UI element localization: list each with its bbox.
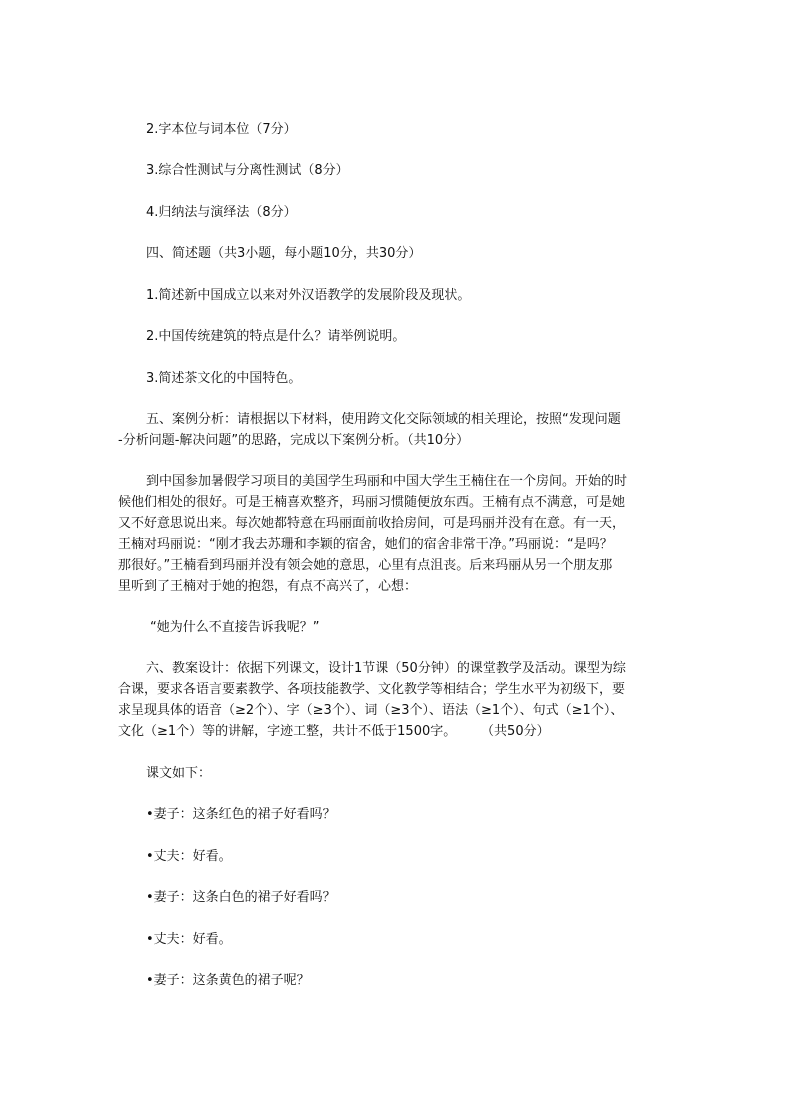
- case-line-4: 王楠对玛丽说：“刚才我去苏珊和李颖的宿舍，她们的宿舍非常干净。”玛丽说：“是吗？: [118, 537, 613, 552]
- case-line-3: 又不好意思说出来。每次她都特意在玛丽面前收拾房间，可是玛丽并没有在意。有一天，: [118, 516, 626, 531]
- section-5-heading-line-1: 五、案例分析：请根据以下材料，使用跨文化交际领域的相关理论，按照“发现问题: [146, 412, 621, 427]
- section-6-line-2: 合课，要求各语言要素教学、各项技能教学、文化教学等相结合；学生水平为初级下，要: [118, 682, 626, 697]
- section-5-heading-line-2: -分析问题-解决问题”的思路，完成以下案例分析。（共10分）: [118, 433, 470, 448]
- dialogue-line-5: •妻子：这条黄色的裙子呢？: [146, 973, 310, 988]
- question-4-2: 2.中国传统建筑的特点是什么？请举例说明。: [146, 329, 406, 344]
- case-quote: “她为什么不直接告诉我呢？”: [150, 620, 320, 635]
- section-6-line-4: 文化（≥1个）等的讲解，字迹工整，共计不低于1500字。 （共50分）: [118, 724, 550, 739]
- case-line-1: 到中国参加暑假学习项目的美国学生玛丽和中国大学生王楠住在一个房间。开始的时: [146, 474, 628, 489]
- question-3-2: 2.字本位与词本位（7分）: [146, 122, 297, 137]
- dialogue-line-1: •妻子：这条红色的裙子好看吗？: [146, 807, 336, 822]
- question-3-4: 4.归纳法与演绎法（8分）: [146, 205, 297, 220]
- section-4-heading: 四、简述题（共3小题，每小题10分，共30分）: [146, 246, 422, 261]
- case-line-5: 那很好。”王楠看到玛丽并没有领会她的意思，心里有点沮丧。后来玛丽从另一个朋友那: [118, 558, 613, 573]
- question-4-3: 3.简述茶文化的中国特色。: [146, 371, 302, 386]
- dialogue-line-4: •丈夫：好看。: [146, 932, 232, 947]
- dialogue-line-2: •丈夫：好看。: [146, 849, 232, 864]
- question-4-1: 1.简述新中国成立以来对外汉语教学的发展阶段及现状。: [146, 288, 471, 303]
- text-intro: 课文如下：: [146, 766, 212, 781]
- case-line-2: 候他们相处的很好。可是王楠喜欢整齐，玛丽习惯随便放东西。王楠有点不满意，可是她: [118, 495, 626, 510]
- section-6-line-3: 求呈现具体的语音（≥2个）、字（≥3个）、词（≥3个）、语法（≥1个）、句式（≥1个）、: [118, 703, 624, 718]
- dialogue-line-3: •妻子：这条白色的裙子好看吗？: [146, 890, 336, 905]
- case-line-6: 里听到了王楠对于她的抱怨，有点不高兴了，心想：: [118, 579, 418, 594]
- section-6-line-1: 六、教案设计：依据下列课文，设计1节课（50分钟）的课堂教学及活动。课型为综: [146, 661, 626, 676]
- question-3-3: 3.综合性测试与分离性测试（8分）: [146, 163, 349, 178]
